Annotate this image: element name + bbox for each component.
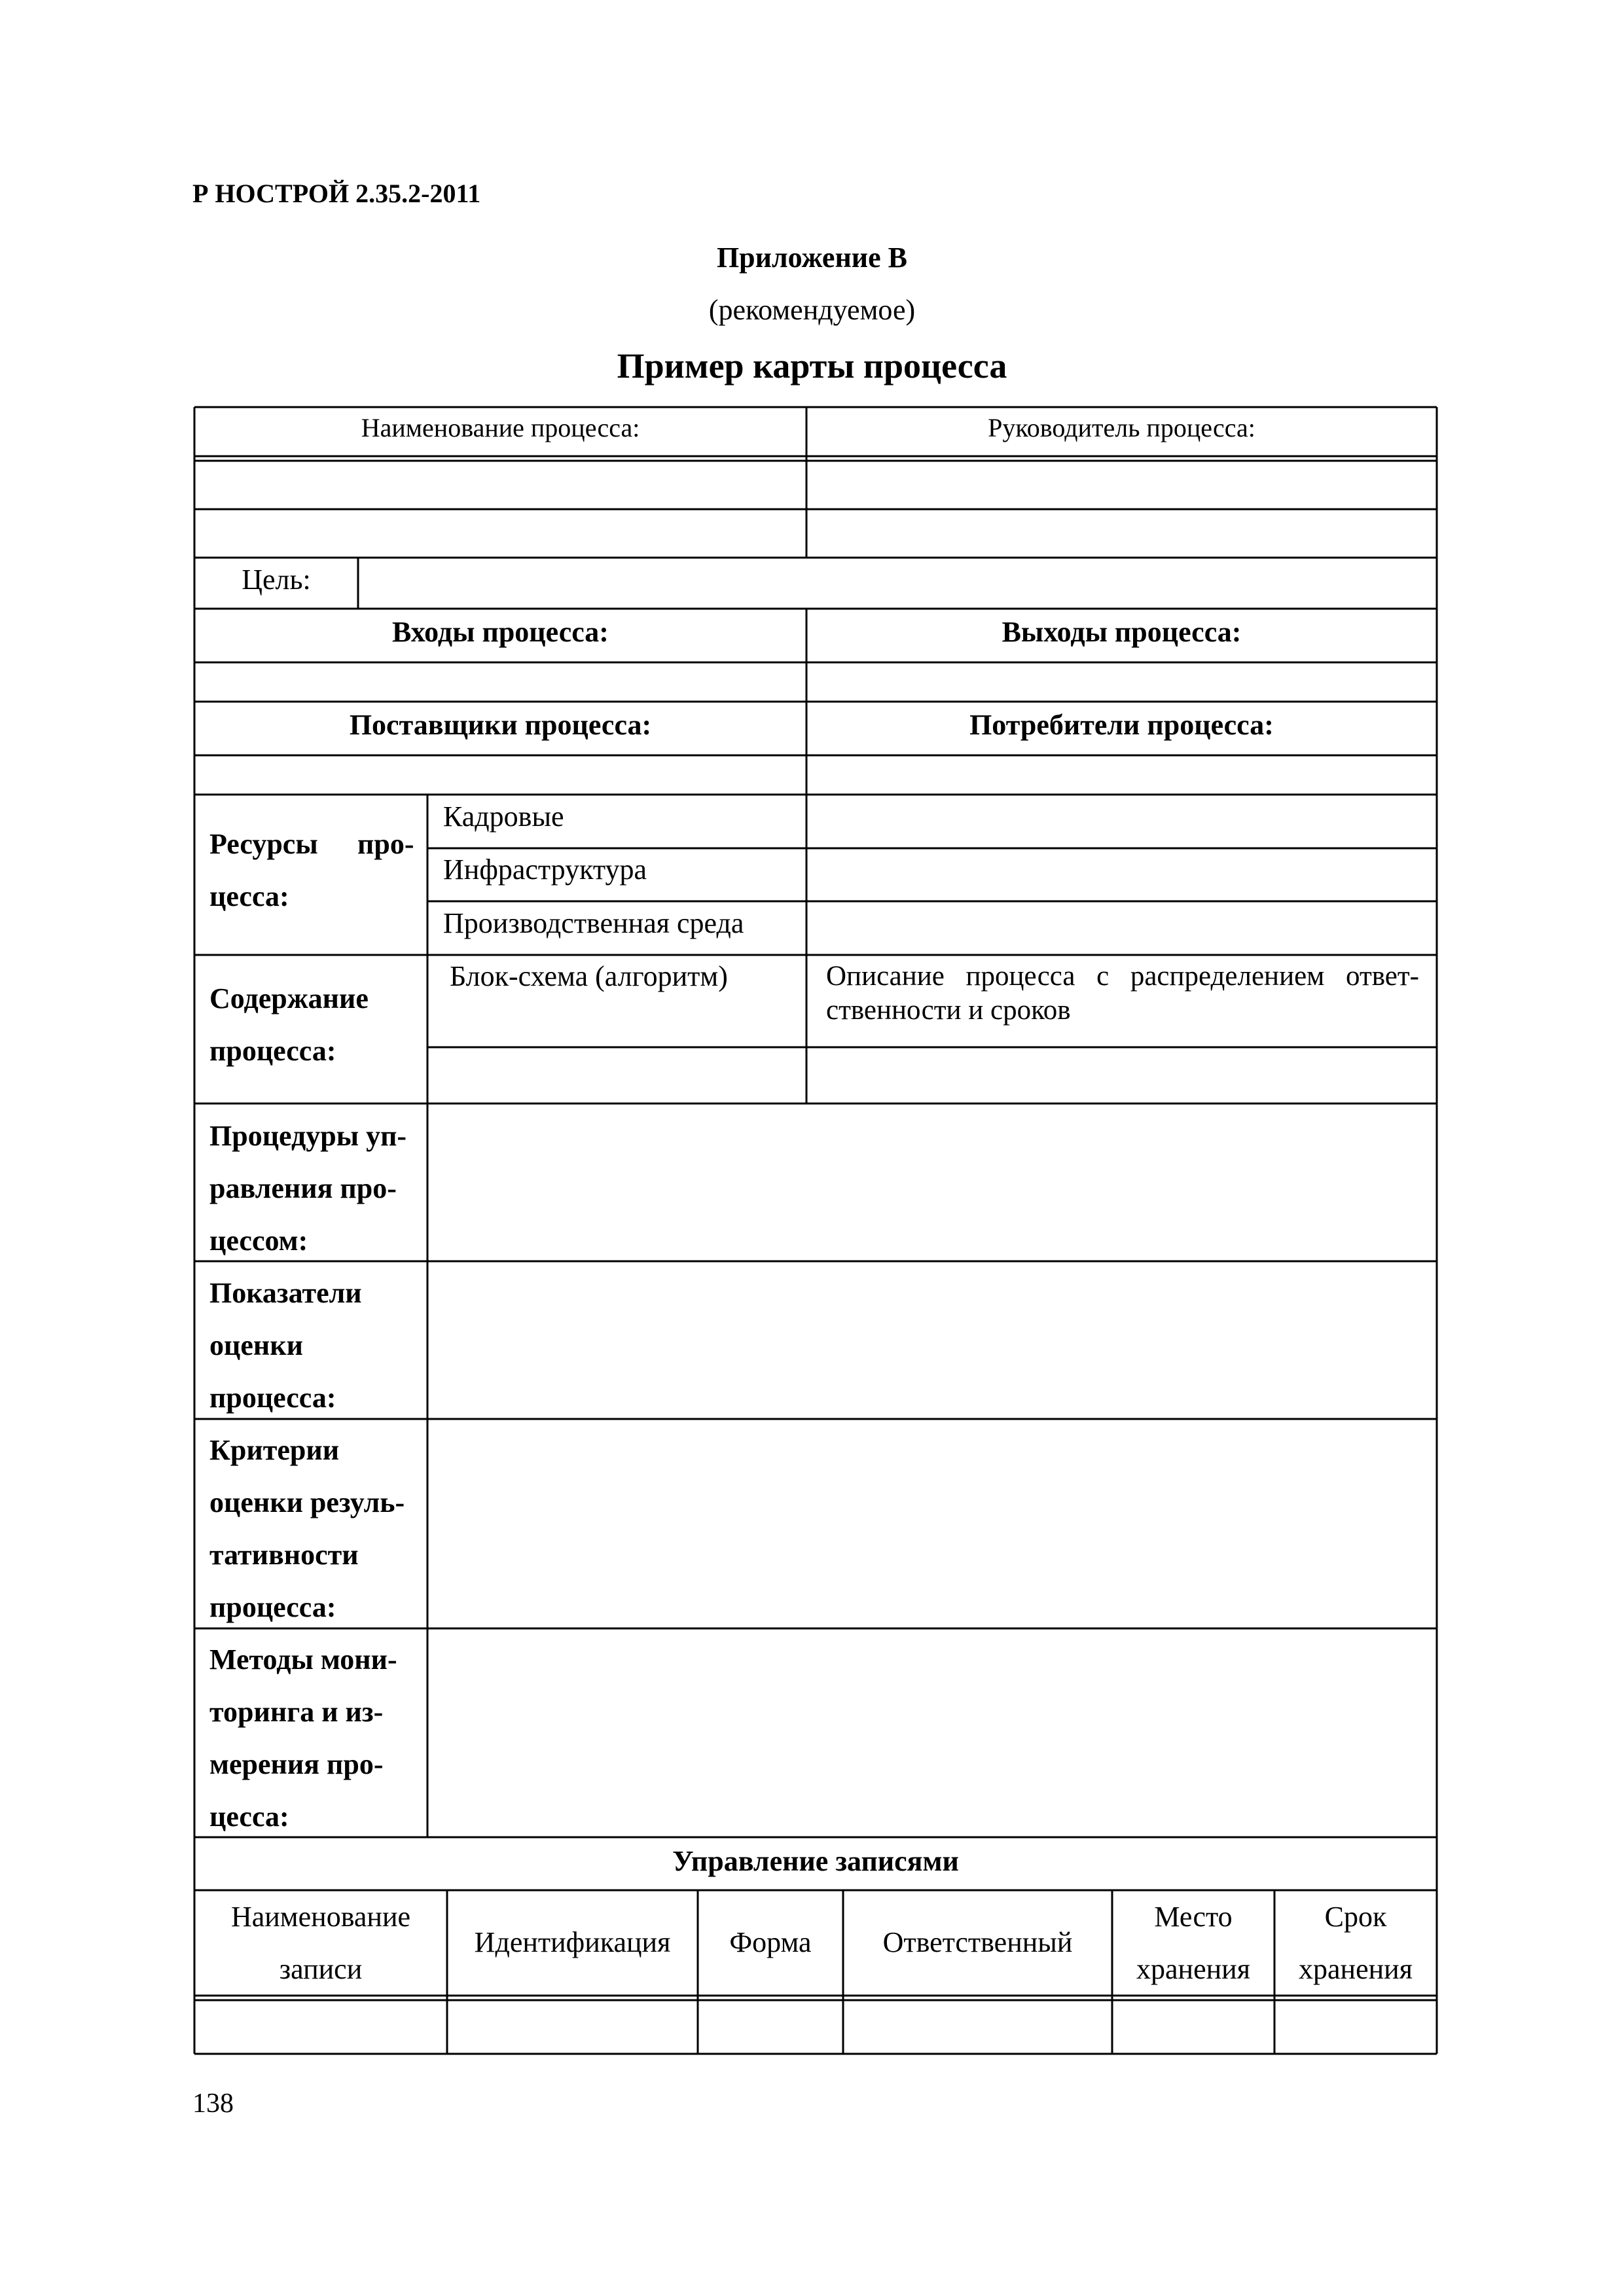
- consumers-label: Потребители процесса:: [969, 709, 1274, 741]
- methods-line2: торинга и из-: [209, 1696, 384, 1728]
- records-col-storage-place-line2: хранения: [1136, 1952, 1250, 1985]
- indicators-line3: процесса:: [209, 1382, 336, 1414]
- records-col-name-line1: Наименование: [230, 1900, 411, 1933]
- criteria-label: [209, 1424, 419, 1634]
- records-col-retention-line2: хранения: [1299, 1952, 1413, 1985]
- document-code: Р НОСТРОЙ 2.35.2-2011: [192, 179, 481, 208]
- records-col-storage-place-line1: Место: [1154, 1900, 1233, 1933]
- procedures-line1: Процедуры уп-: [209, 1120, 407, 1152]
- records-col-form: Форма: [729, 1926, 812, 1959]
- procedures-label: [209, 1110, 419, 1267]
- resources-label-a: Ресурсы: [209, 828, 318, 860]
- appendix-note: (рекомендуемое): [708, 294, 916, 326]
- criteria-line3: тативности: [209, 1539, 359, 1571]
- description-label: Описание процесса с распределением ответ-ственности и сроков: [826, 961, 1419, 1026]
- resources-label-b: про-: [357, 828, 414, 860]
- records-col-identification: Идентификация: [474, 1926, 671, 1959]
- criteria-line2: оценки резуль-: [209, 1486, 405, 1518]
- records-col-name-line2: записи: [279, 1952, 363, 1985]
- process-name-label: Наименование процесса:: [361, 413, 640, 442]
- form-title: Пример карты процесса: [617, 346, 1007, 386]
- indicators-line2: оценки: [209, 1329, 303, 1361]
- records-title: Управление записями: [672, 1845, 959, 1877]
- resource-hr: Кадровые: [443, 800, 564, 833]
- methods-line4: цесса:: [209, 1801, 289, 1833]
- methods-line1: Методы мони-: [209, 1643, 397, 1676]
- indicators-label: [209, 1267, 419, 1424]
- content-label-line1: Содержание: [209, 982, 369, 1014]
- flowchart-label: Блок-схема (алгоритм): [450, 960, 728, 992]
- criteria-line1: Критерии: [209, 1434, 340, 1466]
- suppliers-label: Поставщики процесса:: [349, 709, 652, 741]
- content-label-line2: процесса:: [209, 1035, 336, 1067]
- procedures-line3: цессом:: [209, 1225, 308, 1257]
- records-col-responsible: Ответственный: [882, 1926, 1073, 1959]
- procedures-line2: равления про-: [209, 1172, 397, 1204]
- methods-label: [209, 1634, 419, 1843]
- resources-label-c: цесса:: [209, 880, 289, 912]
- indicators-line1: Показатели: [209, 1277, 362, 1309]
- outputs-label: Выходы процесса:: [1001, 616, 1242, 648]
- resource-work-environment: Производственная среда: [443, 907, 744, 939]
- resource-infrastructure: Инфраструктура: [443, 853, 647, 886]
- records-col-retention: [1274, 1890, 1437, 1996]
- inputs-label: Входы процесса:: [392, 616, 609, 648]
- page-number: 138: [192, 2089, 234, 2119]
- criteria-line4: процесса:: [209, 1591, 336, 1623]
- methods-line3: мерения про-: [209, 1748, 384, 1780]
- appendix-title: Приложение В: [716, 242, 908, 274]
- goal-label: Цель:: [242, 564, 311, 596]
- records-col-name: [194, 1890, 447, 1996]
- records-col-retention-line1: Срок: [1324, 1900, 1387, 1933]
- records-col-storage-place: [1112, 1890, 1274, 1996]
- process-owner-label: Руководитель процесса:: [988, 413, 1255, 442]
